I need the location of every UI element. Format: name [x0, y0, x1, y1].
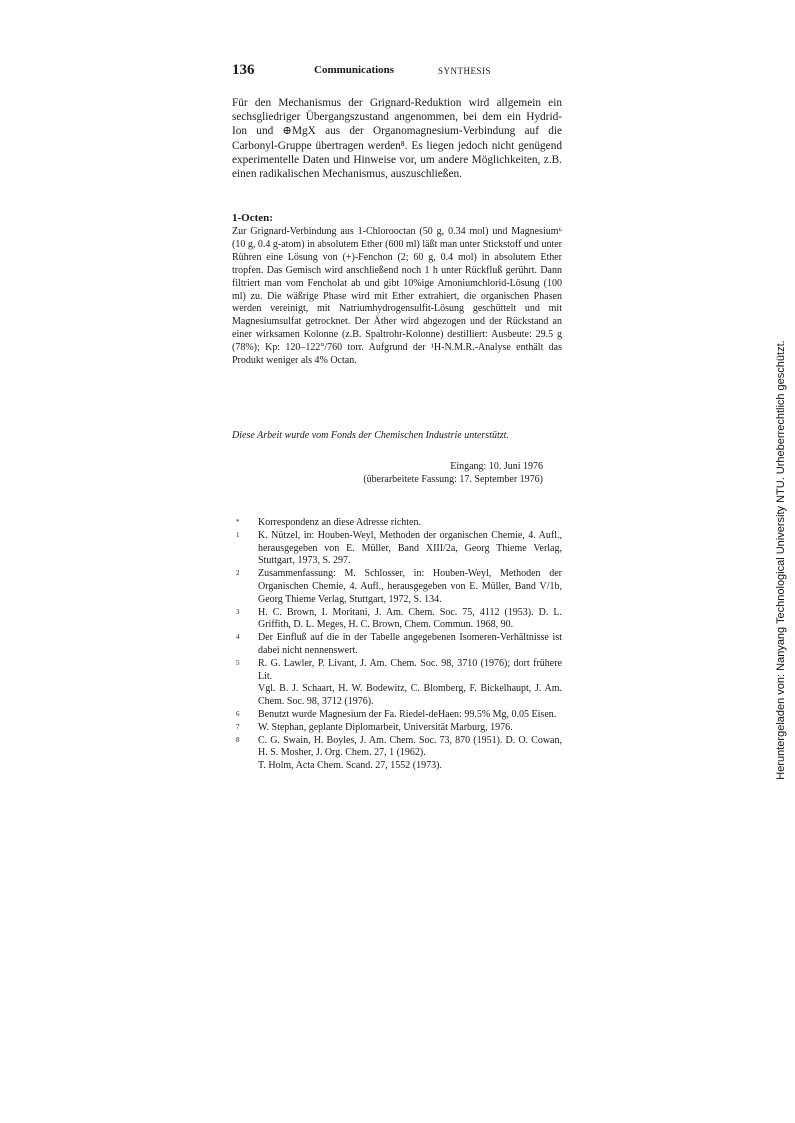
reference-item: [232, 632, 562, 658]
reference-text: T. Holm, Acta Chem. Scand. 27, 1552 (1973).: [258, 760, 442, 772]
acknowledgment: Diese Arbeit wurde vom Fonds der Chemischen Industrie unterstützt.: [232, 430, 509, 441]
page-number: 136: [232, 62, 255, 78]
section-heading: 1-Octen:: [232, 212, 273, 224]
page-header: [232, 62, 562, 82]
reference-marker: 3: [236, 607, 240, 616]
reference-text: K. Nützel, in: Houben-Weyl, Methoden der organischen Chemie, 4. Aufl., herausgegeben von E. Müller, Band XIII/2a, Georg Thieme Verlag, Stuttgart, 1973, S. 297.: [258, 529, 562, 567]
reference-text: Benutzt wurde Magnesium der Fa. Riedel-deHaen: 99.5% Mg, 0.05 Eisen.: [258, 708, 557, 720]
reference-marker: 1: [236, 530, 240, 539]
reference-marker: 8: [236, 735, 240, 744]
reference-text: Vgl. B. J. Schaart, H. W. Bodewitz, C. Blomberg, F. Bickelhaupt, J. Am. Chem. Soc. 98, 3712 (1976).: [258, 683, 562, 708]
reference-item: [232, 530, 562, 568]
reference-item: [232, 735, 562, 773]
received-dates: [232, 460, 543, 486]
journal-section-title: Communications: [314, 64, 395, 76]
reference-text: C. G. Swain, H. Boyles, J. Am. Chem. Soc. 73, 870 (1951). D. O. Cowan, H. S. Mosher, J. Org. Chem. 27, 1 (1962).: [258, 734, 562, 759]
reference-text: H. C. Brown, I. Moritani, J. Am. Chem. Soc. 75, 4112 (1953). D. L. Griffith, D. L. Meges, H. C. Brown, Chem. Commun. 1968, 90.: [258, 606, 562, 631]
reference-marker: *: [236, 518, 240, 526]
reference-marker: 7: [236, 722, 240, 731]
download-copyright-notice: Heruntergeladen von: Nanyang Technological University NTU. Urheberrechtlich geschützt.: [775, 340, 787, 780]
reference-item: [232, 568, 562, 606]
reference-text: W. Stephan, geplante Diplomarbeit, Universität Marburg, 1976.: [258, 721, 513, 733]
reference-item: [232, 658, 562, 709]
received-date: Eingang: 10. Juni 1976: [450, 461, 543, 472]
reference-list: [232, 517, 562, 773]
reference-item: [232, 722, 562, 735]
reference-marker: 4: [236, 633, 240, 642]
reference-text: Der Einfluß auf die in der Tabelle angegebenen Isomeren-Verhältnisse ist dabei nicht nennenswert.: [258, 632, 562, 656]
reference-marker: 2: [236, 569, 240, 578]
journal-name: SYNTHESIS: [438, 66, 492, 76]
reference-item: [232, 517, 562, 530]
reference-item: [232, 709, 562, 722]
revised-date: (überarbeitete Fassung: 17. September 1976): [363, 474, 543, 485]
reference-marker: 5: [236, 658, 240, 667]
reference-text: Zusammenfassung: M. Schlosser, in: Houben-Weyl, Methoden der Organischen Chemie, 4. Aufl., herausgegeben von E. Müller, Band V/1b, Georg Thieme Verlag, Stuttgart, 1972, S. 134.: [258, 568, 562, 605]
reference-item: [232, 607, 562, 633]
procedure-paragraph: Zur Grignard-Verbindung aus 1-Chlorooctan (50 g, 0.34 mol) und Magnesium⁶ (10 g, 0.4 g-atom) in absolutem Ether (600 ml) läßt man unter Stickstoff und unter Rühren eine Lösung von (+)-Fenchon (2; 60 g, 0.4 mol) in absolutem Ether tropfen. Das Gemisch wird anschließend noch 1 h unter Rückfluß gerührt. Dann filtriert man vom Fencholat ab und gibt 10%ige Amoniumchlorid-Lösung (100 ml) zu. Die wäßrige Phase wird mit Ether extrahiert, die organischen Phasen werden vereinigt, mit Natriumhydrogensulfit-Lösung geschüttelt und mit Magnesiumsulfat getrocknet. Der Äther wird abgezogen und der Rückstand an einer wirksamen Kolonne (z.B. Spaltrohr-Kolonne) destilliert: Ausbeute: 29.5 g (78%); Kp: 120–122°/760 torr. Aufgrund der ¹H-N.M.R.-Analyse enthält das Produkt weniger als 4% Octan.: [232, 226, 562, 367]
intro-paragraph: Für den Mechanismus der Grignard-Reduktion wird allgemein ein sechsgliedriger Übergangszustand angenommen, bei dem ein Hydrid-Ion und ⊕MgX aus der Organomagnesium-Verbindung auf die Carbonyl-Gruppe übertragen werden⁸. Es liegen jedoch nicht genügend experimentelle Daten und Hinweise vor, um andere Möglichkeiten, z.B. einen radikalischen Mechanismus, auszuschließen.: [232, 97, 562, 181]
reference-marker: 6: [236, 709, 240, 718]
reference-text: R. G. Lawler, P. Livant, J. Am. Chem. Soc. 98, 3710 (1976); dort frühere Lit.: [258, 657, 562, 682]
reference-text: Korrespondenz an diese Adresse richten.: [258, 517, 421, 528]
